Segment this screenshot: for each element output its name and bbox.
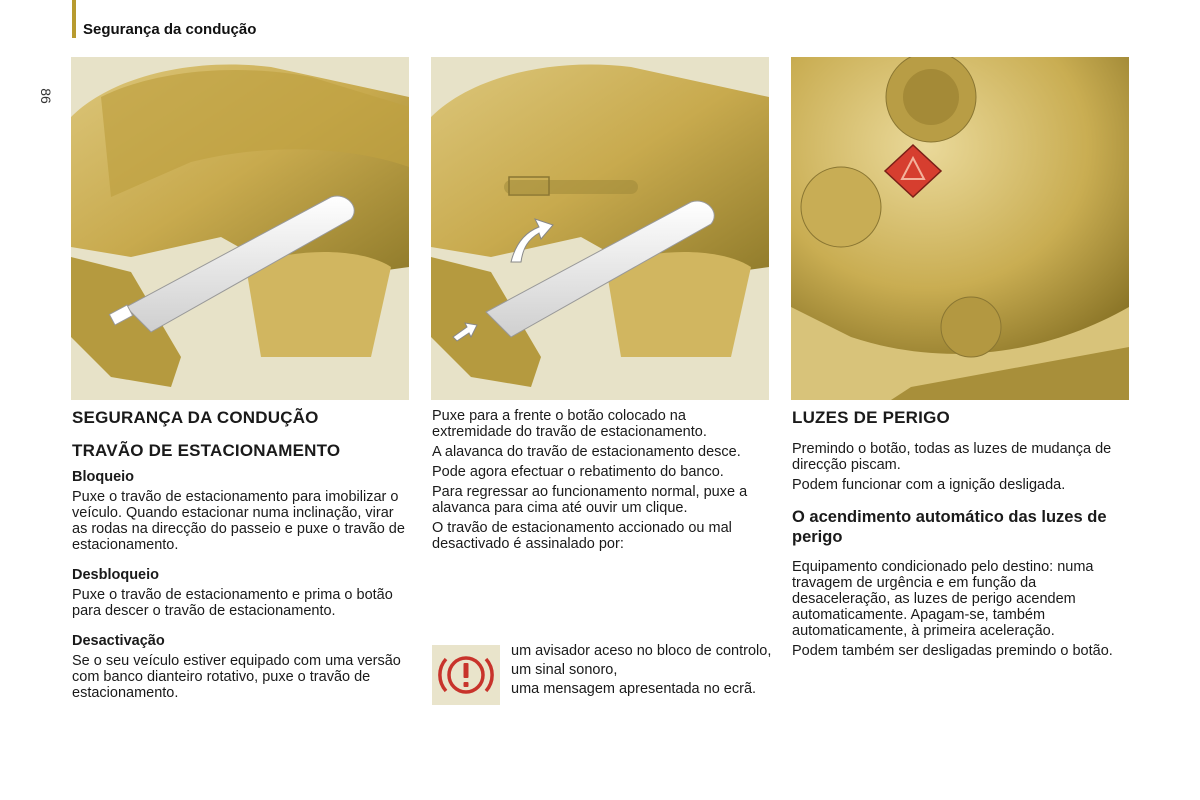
- heading-deactivation: Desactivação: [72, 633, 165, 649]
- column-hazard-lights: [792, 408, 1132, 659]
- lever-release-illustration: [431, 57, 769, 400]
- hazard-button-illustration: [791, 57, 1129, 400]
- warning-list: [511, 643, 773, 700]
- paragraph: Pode agora efectuar o rebatimento do banco.: [432, 464, 724, 480]
- hazard-button-drawing: [791, 57, 1129, 400]
- paragraph: Podem também ser desligadas premindo o botão.: [792, 643, 1113, 659]
- parking-brake-illustration: [71, 57, 409, 400]
- list-item: um avisador aceso no bloco de controlo,: [511, 643, 772, 659]
- paragraph: O travão de estacionamento accionado ou mal desactivado é assinalado por:: [432, 520, 732, 552]
- heading-unlock: Desbloqueio: [72, 567, 160, 583]
- paragraph: Premindo o botão, todas as luzes de mudança de direcção piscam.: [792, 441, 1112, 473]
- section-title-driving-safety: SEGURANÇA DA CONDUÇÃO: [72, 408, 319, 427]
- page-number: 86: [38, 88, 54, 104]
- column-lever-instructions: [432, 408, 768, 552]
- paragraph: A alavanca do travão de estacionamento desce.: [432, 444, 741, 460]
- header-accent-bar: [72, 0, 76, 38]
- text-deactivation: Se o seu veículo estiver equipado com uma versão com banco dianteiro rotativo, puxe o travão de estacionamento.: [72, 653, 401, 701]
- lever-release-drawing: [431, 57, 769, 400]
- heading-lock: Bloqueio: [72, 469, 135, 485]
- parking-brake-drawing: [71, 57, 409, 400]
- column-parking-brake: [72, 408, 412, 701]
- text-unlock: Puxe o travão de estacionamento e prima o botão para descer o travão de estacionamento.: [72, 587, 393, 619]
- section-title-hazard-lights: LUZES DE PERIGO: [792, 408, 950, 427]
- paragraph: Equipamento condicionado pelo destino: numa travagem de urgência e em função da desaceleração, as luzes de perigo acendem automaticamente. Apagam-se, também automaticamente, à primeira aceleração.: [792, 559, 1094, 639]
- brake-warning-icon: [432, 645, 500, 705]
- list-item: um sinal sonoro,: [511, 662, 618, 678]
- paragraph: Puxe para a frente o botão colocado na extremidade do travão de estacionamento.: [432, 408, 707, 440]
- list-item: uma mensagem apresentada no ecrã.: [511, 681, 757, 697]
- paragraph: Para regressar ao funcionamento normal, puxe a alavanca para cima até ouvir um clique.: [432, 484, 748, 516]
- page-header-title: Segurança da condução: [83, 21, 257, 38]
- heading-automatic-hazard: O acendimento automático das luzes de perigo: [792, 508, 1107, 546]
- text-lock: Puxe o travão de estacionamento para imobilizar o veículo. Quando estacionar numa inclinação, virar as rodas na direcção do passeio e puxe o travão de estacionamento.: [72, 489, 405, 553]
- paragraph: Podem funcionar com a ignição desligada.: [792, 477, 1066, 493]
- section-title-parking-brake: TRAVÃO DE ESTACIONAMENTO: [72, 441, 341, 460]
